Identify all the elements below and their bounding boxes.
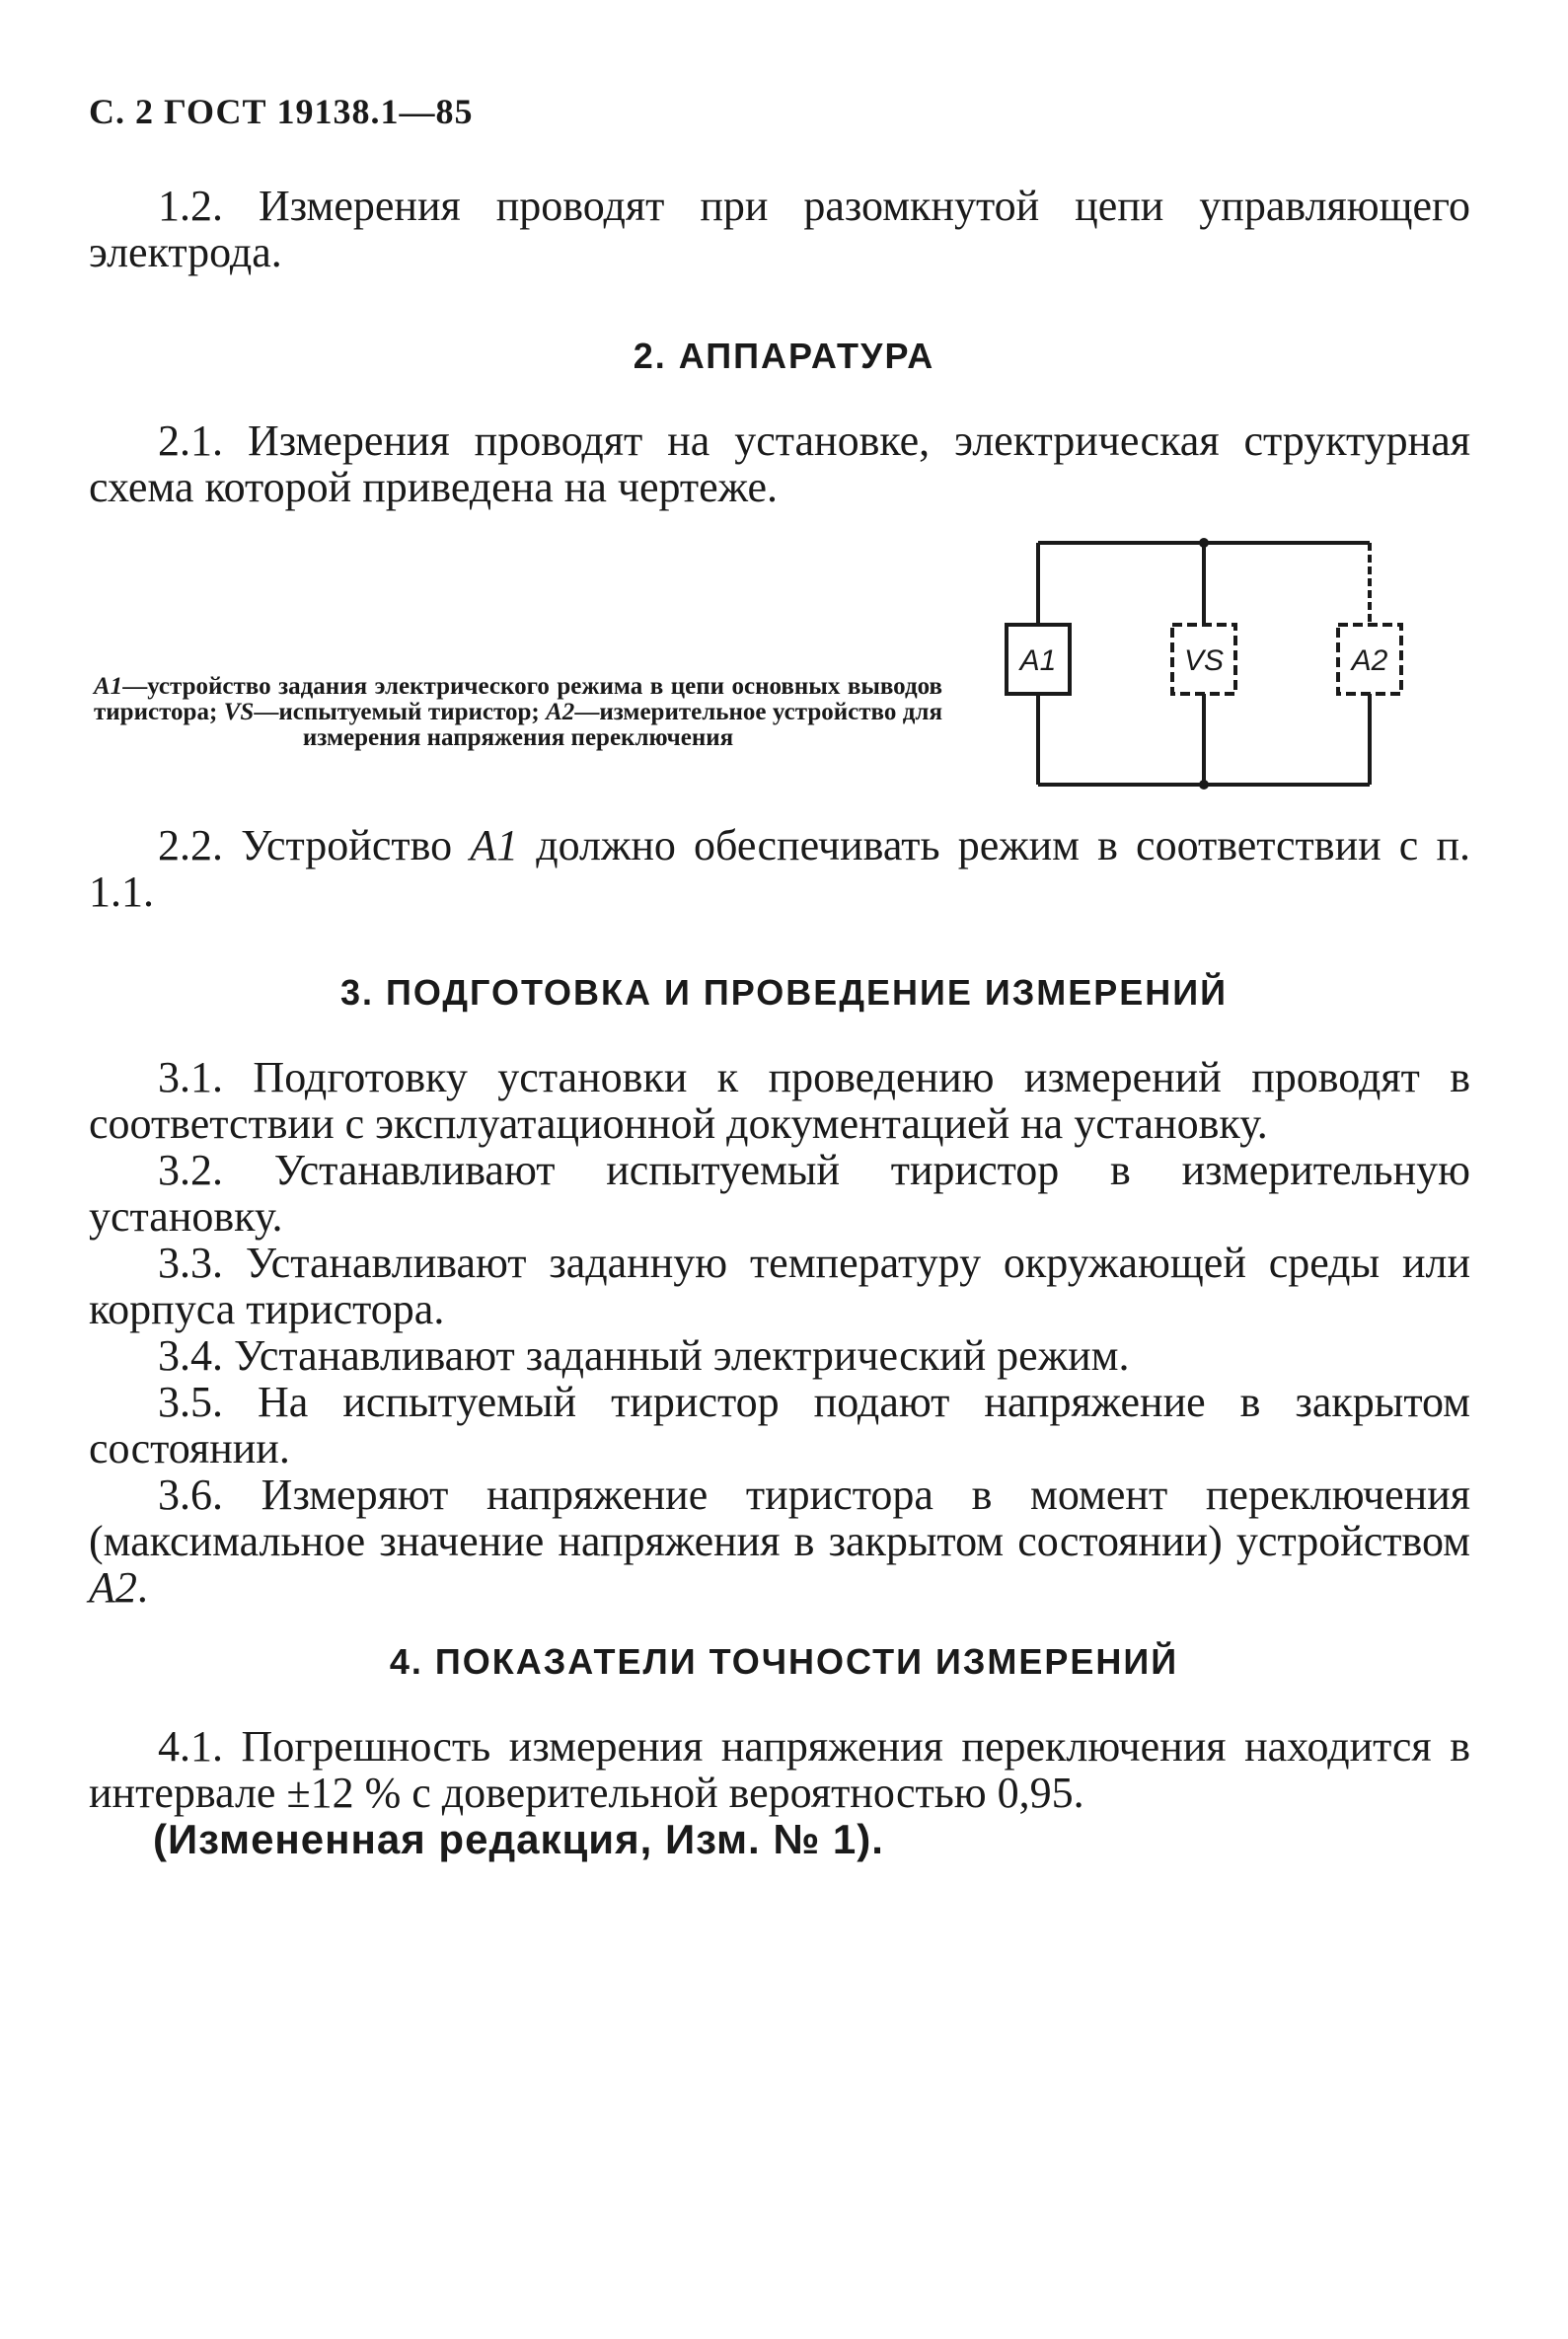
paragraph-3-2: 3.2. Устанавливают испытуемый тиристор в измерительную установку. — [89, 1146, 1470, 1241]
p36-end: . — [136, 1563, 148, 1612]
paragraph-3-1: 3.1. Подготовку установки к проведению измерений проводят в соответствии с эксплуатационной документацией на установку. — [89, 1053, 1470, 1148]
paragraph-3-5: 3.5. На испытуемый тиристор подают напряжение в закрытом состоянии. — [89, 1378, 1470, 1472]
box-a2-label: A2 — [1351, 644, 1388, 677]
paragraph-3-3: 3.3. Устанавливают заданную температуру окружающей среды или корпуса тиристора. — [89, 1239, 1470, 1333]
p36-start: 3.6. Измеряют напряжение тиристора в момент переключения (максимальное значение напряжения в закрытом состоянии) устройством — [89, 1471, 1470, 1565]
circuit-diagram — [997, 533, 1431, 799]
caption-a2-label: А2 — [546, 699, 575, 725]
caption-a1-text: —устройство задания электрического режима в цепи основных выводов тиристора; — [94, 673, 942, 725]
p36-ref: А2 — [89, 1563, 137, 1612]
paragraph-2-2 — [89, 822, 1470, 915]
figure-caption — [94, 674, 942, 751]
section-heading-4: 4. ПОКАЗАТЕЛИ ТОЧНОСТИ ИЗМЕРЕНИЙ — [389, 1641, 1179, 1682]
paragraph-2-1: 2.1. Измерения проводят на установке, электрическая структурная схема которой приведена на чертеже. — [89, 416, 1470, 511]
paragraph-4-1: 4.1. Погрешность измерения напряжения переключения находится в интервале ±12 % с доверительной вероятностью 0,95. — [89, 1722, 1470, 1817]
paragraph-3-6 — [89, 1471, 1470, 1611]
p22-start: 2.2. Устройство — [158, 821, 471, 869]
junction-bottom — [1199, 780, 1209, 790]
caption-vs-label: VS — [223, 699, 255, 725]
caption-vs-text: —испытуемый тиристор; — [254, 699, 547, 725]
p22-end: должно обеспечивать режим в соответствии с п. 1.1. — [89, 821, 1470, 916]
section-heading-3: 3. ПОДГОТОВКА И ПРОВЕДЕНИЕ ИЗМЕРЕНИЙ — [339, 972, 1229, 1013]
paragraph-3-4: 3.4. Устанавливают заданный электрический режим. — [158, 1331, 1130, 1380]
section-heading-2: 2. АППАРАТУРА — [633, 336, 935, 376]
paragraph-1-2: 1.2. Измерения проводят при разомкнутой цепи управляющего электрода. — [89, 182, 1470, 276]
caption-a2-text: —измерительное устройство для измерения напряжения переключения — [302, 699, 942, 751]
box-a1-label: A1 — [1019, 644, 1057, 677]
box-vs-label: VS — [1183, 644, 1225, 677]
junction-top — [1199, 538, 1209, 548]
caption-a1-label: А1 — [94, 673, 123, 700]
revision-note: (Измененная редакция, Изм. № 1). — [153, 1816, 884, 1862]
page-header: С. 2 ГОСТ 19138.1—85 — [89, 92, 474, 131]
p22-ref: А1 — [470, 821, 519, 869]
